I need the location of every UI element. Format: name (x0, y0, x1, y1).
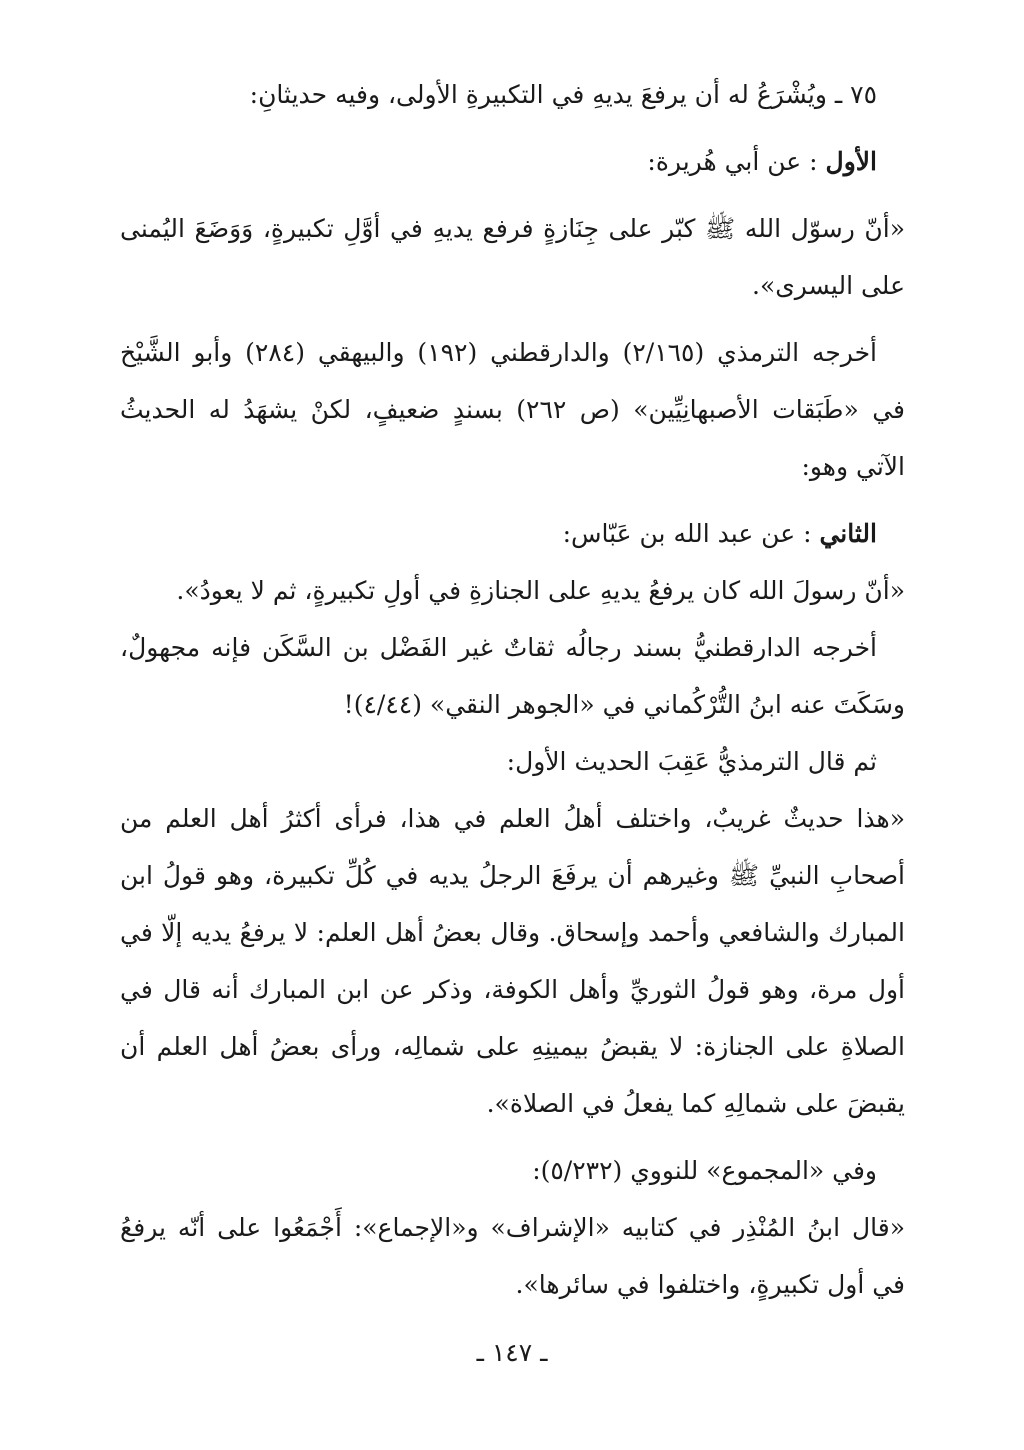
second-hadith-label: الثاني (819, 519, 877, 548)
first-hadith-intro (120, 133, 905, 190)
tirmidhi-quote: «هذا حديثٌ غريبٌ، واختلف أهلُ العلم في هذا، فرأى أكثرُ أهل العلم من أصحابِ النبيِّ ﷺ وغيرهم أن يرفَعَ الرجلُ يديه في كُلِّ تكبيرة، وهو قولُ ابن المبارك والشافعي وأحمد وإسحاق. وقال بعضُ أهل العلم: لا يرفعُ يديه إلّا في أول مرة، وهو قولُ الثوريِّ وأهل الكوفة، وذكر عن ابن المبارك أنه قال في الصلاةِ على الجنازة: لا يقبضُ بيمينِهِ على شمالِه، ورأى بعضُ أهل العلم أن يقبضَ على شمالِهِ كما يفعلُ في الصلاة». (120, 804, 905, 1118)
nawawi-intro: وفي «المجموع» للنووي (٥/٢٣٢): (532, 1156, 877, 1185)
second-hadith-source: : عن عبد الله بن عَبّاس: (562, 519, 812, 548)
page-body (120, 66, 905, 1313)
first-hadith-text: «أنّ رسوّل الله ﷺ كبّر على جِنَازةٍ فرفع يديهِ في أوَّلِ تكبيرةٍ، وَوَضَعَ اليُمنى على اليسرى». (120, 214, 905, 300)
tirmidhi-intro: ثم قال الترمذيُّ عَقِبَ الحديث الأول: (506, 747, 877, 776)
page-number: ـ ١٤٧ ـ (476, 1338, 548, 1367)
section-heading: ٧٥ ـ ويُشْرَعُ له أن يرفعَ يديهِ في التكبيرةِ الأولى، وفيه حديثانِ: (249, 80, 877, 109)
first-hadith-source: : عن أبي هُريرة: (647, 147, 818, 176)
first-hadith-takhrij: أخرجه الترمذي (٢/١٦٥) والدارقطني (١٩٢) والبيهقي (٢٨٤) وأبو الشَّيْخ في «طَبَقات الأصبهانِيِّين» (ص ٢٦٢) بسندٍ ضعيفٍ، لكنْ يشهَدُ له الحديثُ الآتي وهو: (120, 338, 905, 481)
first-hadith-label: الأول (825, 147, 877, 176)
nawawi-quote: «قال ابنُ المُنْذِر في كتابيه «الإشراف» و«الإجماع»: أَجْمَعُوا على أنّه يرفعُ في أول تكبيرةٍ، واختلفوا في سائرها». (120, 1213, 905, 1299)
second-hadith-takhrij: أخرجه الدارقطنيُّ بسند رجالُه ثقاتٌ غير الفَضْل بن السَّكَن فإنه مجهولٌ، وسَكَتَ عنه ابنُ التُّرْكُماني في «الجوهر النقي» (٤/٤٤)! (120, 633, 905, 719)
second-hadith-intro (120, 505, 905, 562)
second-hadith-text: «أنّ رسولَ الله كان يرفعُ يديهِ على الجنازةِ في أولِ تكبيرةٍ، ثم لا يعودُ». (176, 576, 905, 605)
